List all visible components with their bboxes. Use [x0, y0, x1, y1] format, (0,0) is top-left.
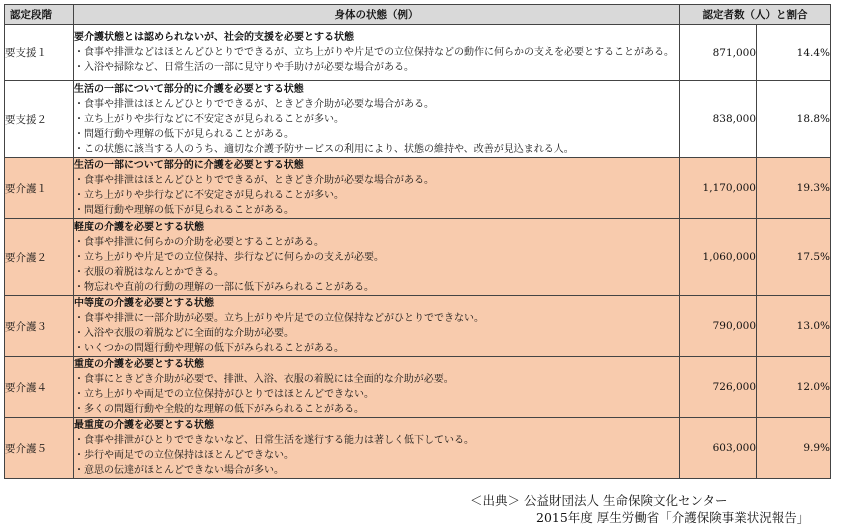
- condition-item: ・立ち上がりや歩行などに不安定さが見られることが多い。: [74, 190, 344, 201]
- table-row: [5, 357, 831, 418]
- condition-list: [74, 173, 679, 218]
- table-header-row: [5, 5, 831, 25]
- condition-title: 要介護状態とは認められないが、社会的支援を必要とする状態: [74, 32, 354, 43]
- care-level-cell: 要支援２: [5, 81, 74, 158]
- condition-item: ・意思の伝達がほとんどできない場合が多い。: [74, 465, 284, 476]
- share-percent-cell: 19.3%: [757, 158, 831, 219]
- condition-item: ・立ち上がりや両足での立位保持がひとりではほとんどできない。: [74, 389, 374, 400]
- care-level-table: [4, 4, 831, 479]
- condition-item: ・多くの問題行動や全般的な理解の低下がみられることがある。: [74, 404, 364, 415]
- condition-list: [74, 311, 679, 356]
- condition-title: 生活の一部について部分的に介護を必要とする状態: [74, 160, 304, 171]
- share-percent-cell: 14.4%: [757, 25, 831, 81]
- source-citation: [470, 492, 809, 526]
- share-percent-cell: 18.8%: [757, 81, 831, 158]
- share-percent-cell: 17.5%: [757, 219, 831, 296]
- care-level-cell: 要介護２: [5, 219, 74, 296]
- certified-count-cell: 726,000: [680, 357, 757, 418]
- condition-cell: [74, 219, 680, 296]
- condition-list: [74, 97, 679, 157]
- condition-item: ・食事や排泄などはほとんどひとりでできるが、立ち上がりや片足での立位保持などの動作に何らかの支えを必要とすることがある。: [74, 47, 674, 58]
- condition-cell: [74, 357, 680, 418]
- certified-count-cell: 838,000: [680, 81, 757, 158]
- condition-cell: [74, 158, 680, 219]
- condition-item: ・いくつかの問題行動や理解の低下がみられることがある。: [74, 343, 344, 354]
- table-row: [5, 296, 831, 357]
- table-row: [5, 25, 831, 81]
- condition-list: [74, 45, 679, 75]
- condition-item: ・歩行や両足での立位保持はほとんどできない。: [74, 450, 294, 461]
- condition-item: ・食事や排泄はほとんどひとりでできるが、ときどき介助が必要な場合がある。: [74, 175, 434, 186]
- condition-item: ・食事や排泄はほとんどひとりでできるが、ときどき介助が必要な場合がある。: [74, 98, 434, 110]
- condition-item: ・食事や排泄に一部介助が必要。立ち上がりや片足での立位保持などがひとりでできない。: [74, 313, 484, 324]
- condition-item: ・問題行動や理解の低下が見られることがある。: [74, 205, 294, 216]
- care-level-cell: 要介護１: [5, 158, 74, 219]
- care-level-cell: 要介護５: [5, 418, 74, 479]
- certified-count-cell: 603,000: [680, 418, 757, 479]
- condition-cell: [74, 25, 680, 81]
- care-level-cell: 要支援１: [5, 25, 74, 81]
- certified-count-cell: 1,170,000: [680, 158, 757, 219]
- certified-count-cell: 1,060,000: [680, 219, 757, 296]
- condition-title: 中等度の介護を必要とする状態: [74, 298, 214, 309]
- condition-cell: [74, 81, 680, 158]
- table-row: [5, 81, 831, 158]
- table-row: [5, 219, 831, 296]
- certified-count-cell: 871,000: [680, 25, 757, 81]
- condition-cell: [74, 418, 680, 479]
- condition-list: [74, 235, 679, 295]
- condition-item: ・食事にときどき介助が必要で、排泄、入浴、衣服の着脱には全面的な介助が必要。: [74, 374, 454, 385]
- condition-item: ・立ち上がりや歩行などに不安定さが見られることが多い。: [74, 113, 344, 125]
- care-level-cell: 要介護４: [5, 357, 74, 418]
- header-count-share: 認定者数（人）と割合: [680, 5, 831, 25]
- condition-cell: [74, 296, 680, 357]
- condition-item: ・食事や排泄に何らかの介助を必要とすることがある。: [74, 236, 324, 248]
- table-row: [5, 418, 831, 479]
- condition-title: 最重度の介護を必要とする状態: [74, 420, 214, 431]
- condition-item: ・この状態に該当する人のうち、適切な介護予防サービスの利用により、状態の維持や、改善が見込まれる人。: [74, 143, 574, 155]
- condition-item: ・問題行動や理解の低下が見られることがある。: [74, 128, 294, 140]
- source-line-2: 2015年度 厚生労働省「介護保険事業状況報告」: [536, 510, 810, 525]
- source-line-1: ＜出典＞ 公益財団法人 生命保険文化センター: [470, 493, 728, 508]
- table-row: [5, 158, 831, 219]
- condition-item: ・立ち上がりや片足での立位保持、歩行などに何らかの支えが必要。: [74, 251, 384, 263]
- header-level: 認定段階: [5, 5, 74, 25]
- condition-item: ・衣服の着脱はなんとかできる。: [74, 266, 224, 278]
- condition-item: ・食事や排泄がひとりでできないなど、日常生活を遂行する能力は著しく低下している。: [74, 435, 474, 446]
- condition-item: ・入浴や衣服の着脱などに全面的な介助が必要。: [74, 328, 294, 339]
- share-percent-cell: 12.0%: [757, 357, 831, 418]
- condition-title: 生活の一部について部分的に介護を必要とする状態: [74, 83, 304, 95]
- condition-list: [74, 433, 679, 478]
- share-percent-cell: 13.0%: [757, 296, 831, 357]
- care-level-cell: 要介護３: [5, 296, 74, 357]
- condition-item: ・物忘れや直前の行動の理解の一部に低下がみられることがある。: [74, 281, 374, 293]
- condition-list: [74, 372, 679, 417]
- condition-title: 重度の介護を必要とする状態: [74, 359, 204, 370]
- certified-count-cell: 790,000: [680, 296, 757, 357]
- share-percent-cell: 9.9%: [757, 418, 831, 479]
- header-condition: 身体の状態（例）: [74, 5, 680, 25]
- condition-item: ・入浴や掃除など、日常生活の一部に見守りや手助けが必要な場合がある。: [74, 62, 414, 73]
- condition-title: 軽度の介護を必要とする状態: [74, 221, 204, 233]
